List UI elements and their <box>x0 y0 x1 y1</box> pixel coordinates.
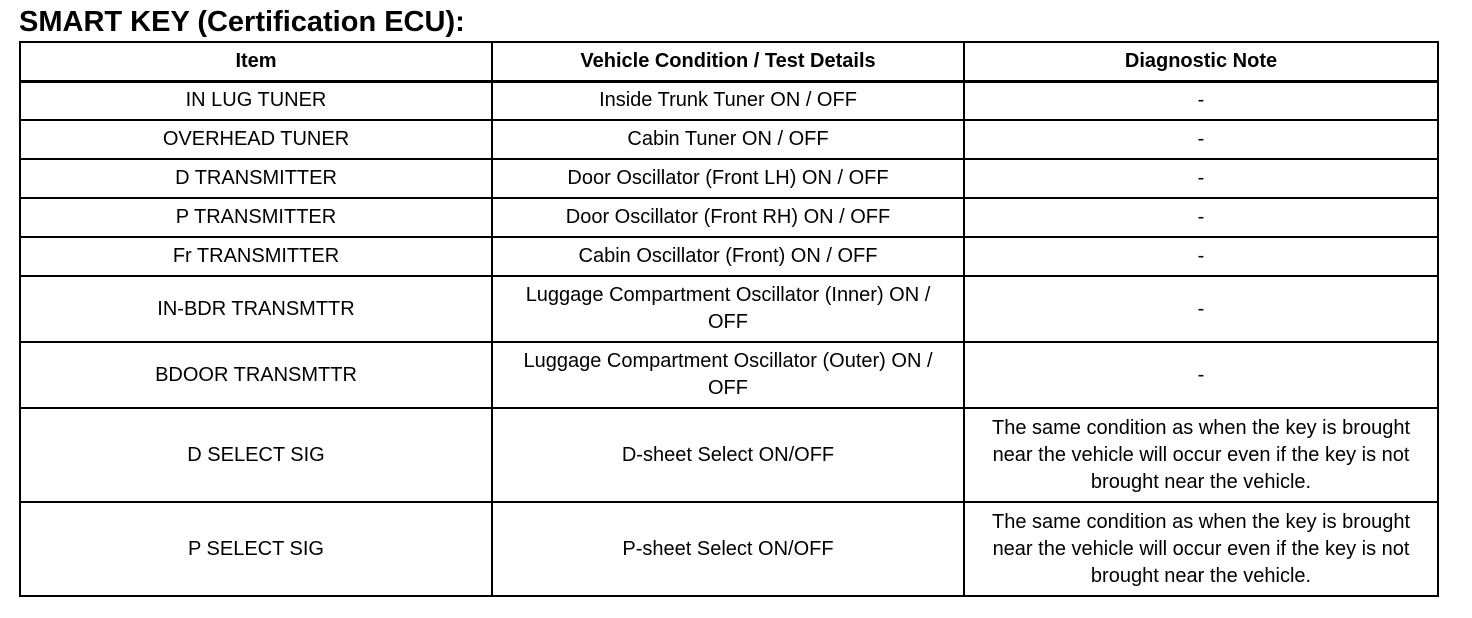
note-cell: - <box>964 237 1438 276</box>
note-cell: - <box>964 342 1438 408</box>
note-cell: - <box>964 120 1438 159</box>
condition-cell: Cabin Tuner ON / OFF <box>492 120 964 159</box>
table-row <box>20 408 1438 502</box>
page-title: SMART KEY (Certification ECU): <box>19 6 465 38</box>
item-cell: BDOOR TRANSMTTR <box>20 342 492 408</box>
item-cell: Fr TRANSMITTER <box>20 237 492 276</box>
table-row <box>20 276 1438 342</box>
condition-cell: Cabin Oscillator (Front) ON / OFF <box>492 237 964 276</box>
condition-cell: Luggage Compartment Oscillator (Inner) ON / OFF <box>492 276 964 342</box>
note-cell: The same condition as when the key is brought near the vehicle will occur even if the key is not brought near the vehicle. <box>964 408 1438 502</box>
condition-cell: P-sheet Select ON/OFF <box>492 502 964 596</box>
item-cell: P SELECT SIG <box>20 502 492 596</box>
condition-cell: Door Oscillator (Front LH) ON / OFF <box>492 159 964 198</box>
column-header-note: Diagnostic Note <box>964 42 1438 81</box>
table-row <box>20 237 1438 276</box>
item-cell: IN LUG TUNER <box>20 81 492 120</box>
item-cell: D TRANSMITTER <box>20 159 492 198</box>
table-row <box>20 502 1438 596</box>
note-cell: - <box>964 81 1438 120</box>
note-cell: - <box>964 276 1438 342</box>
note-cell: The same condition as when the key is brought near the vehicle will occur even if the key is not brought near the vehicle. <box>964 502 1438 596</box>
table-row <box>20 81 1438 120</box>
note-cell: - <box>964 159 1438 198</box>
column-header-item: Item <box>20 42 492 81</box>
table-row <box>20 159 1438 198</box>
table-row <box>20 120 1438 159</box>
condition-cell: Door Oscillator (Front RH) ON / OFF <box>492 198 964 237</box>
note-cell: - <box>964 198 1438 237</box>
condition-cell: D-sheet Select ON/OFF <box>492 408 964 502</box>
condition-cell: Inside Trunk Tuner ON / OFF <box>492 81 964 120</box>
table-row <box>20 342 1438 408</box>
item-cell: P TRANSMITTER <box>20 198 492 237</box>
smart-key-table <box>19 41 1439 597</box>
item-cell: OVERHEAD TUNER <box>20 120 492 159</box>
table-header-row <box>20 42 1438 81</box>
table-row <box>20 198 1438 237</box>
condition-cell: Luggage Compartment Oscillator (Outer) ON / OFF <box>492 342 964 408</box>
column-header-condition: Vehicle Condition / Test Details <box>492 42 964 81</box>
item-cell: IN-BDR TRANSMTTR <box>20 276 492 342</box>
item-cell: D SELECT SIG <box>20 408 492 502</box>
